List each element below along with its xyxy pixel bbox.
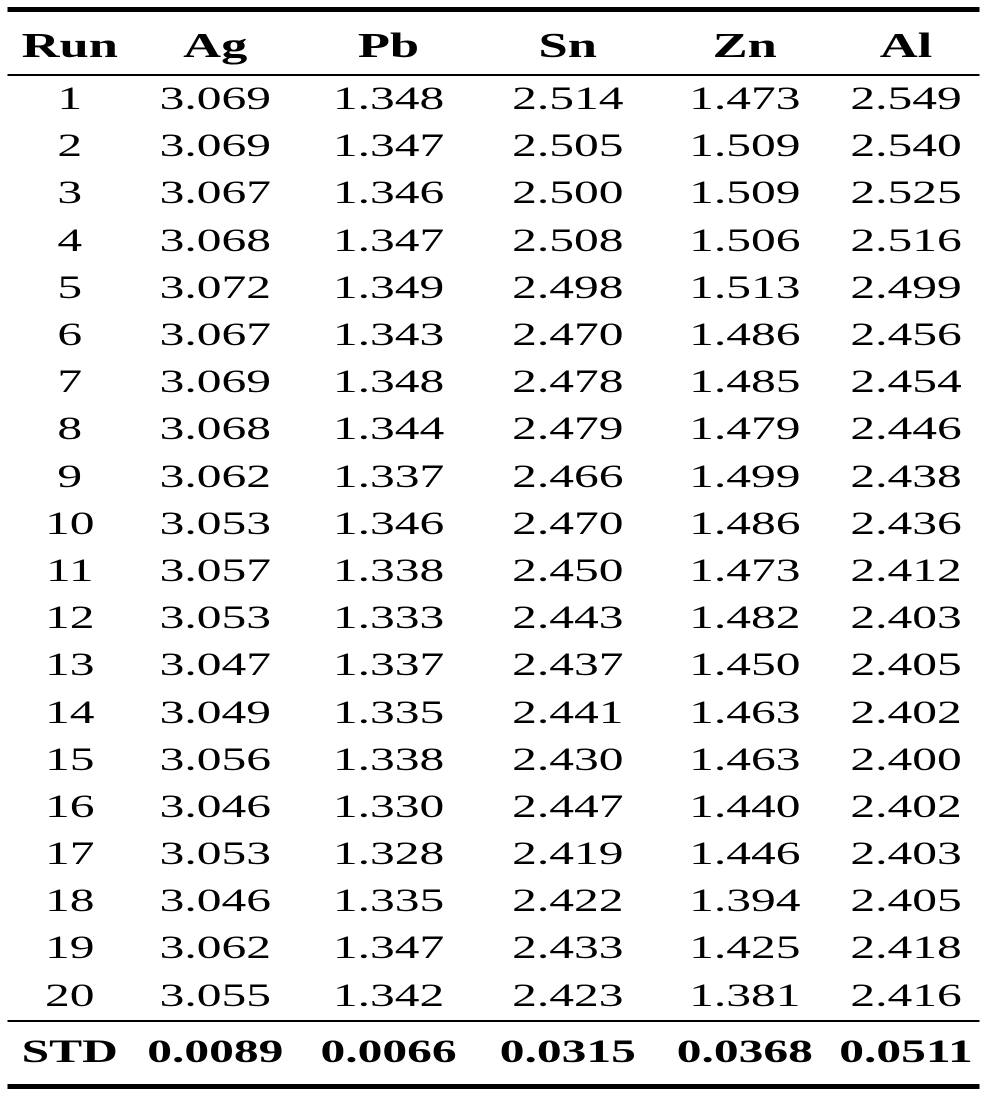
value-cell: 2.400 [850,741,962,778]
table-row [8,123,980,170]
value-cell: 3.047 [159,647,271,684]
run-cell: 7 [57,364,83,401]
value-cell: 3.056 [159,741,271,778]
table-body [8,75,980,1021]
value-cell: 3.069 [159,364,271,401]
value-cell: 3.067 [159,317,271,354]
table-row [8,312,980,359]
value-cell: 1.513 [689,269,801,306]
value-cell: 3.069 [159,81,271,118]
value-cell: 2.403 [850,600,962,637]
value-cell: 1.473 [689,81,801,118]
value-cell: 3.053 [159,600,271,637]
value-cell: 1.381 [689,977,801,1014]
value-cell: 1.482 [689,600,801,637]
value-cell: 1.446 [689,836,801,873]
value-cell: 1.479 [689,411,801,448]
table-row [8,784,980,831]
run-cell: 14 [45,694,95,731]
column-header-sn: Sn [479,10,658,76]
value-cell: 2.447 [512,788,624,825]
run-cell: 1 [57,81,83,118]
value-cell: 1.347 [332,930,445,967]
value-cell: 2.456 [850,317,962,354]
value-cell: 2.514 [512,81,624,118]
value-cell: 3.057 [159,552,271,589]
value-cell: 2.416 [850,977,962,1014]
value-cell: 1.486 [689,505,801,542]
value-cell: 2.405 [850,647,962,684]
table-row [8,973,980,1021]
value-cell: 2.479 [512,411,624,448]
value-cell: 1.338 [332,552,445,589]
value-cell: 1.499 [689,458,801,495]
measurement-table [8,7,980,1089]
value-cell: 3.062 [159,458,271,495]
value-cell: 3.055 [159,977,271,1014]
value-cell: 3.046 [159,883,271,920]
value-cell: 3.069 [159,128,271,165]
table-row [8,501,980,548]
value-cell: 3.067 [159,175,271,212]
value-cell: 2.441 [512,694,624,731]
value-cell: 1.328 [332,836,445,873]
value-cell: 2.433 [512,930,624,967]
run-cell: 20 [45,977,95,1014]
column-header-pb: Pb [299,10,479,76]
table-row [8,406,980,453]
value-cell: 1.343 [332,317,445,354]
std-value-sn: 0.0315 [479,1021,658,1087]
value-cell: 3.049 [159,694,271,731]
run-cell: 10 [45,505,95,542]
table-row [8,878,980,925]
value-cell: 2.470 [512,505,624,542]
run-cell: 3 [57,175,83,212]
value-cell: 1.463 [689,694,801,731]
value-cell: 2.549 [850,81,962,118]
table-row [8,218,980,265]
value-cell: 1.463 [689,741,801,778]
table-row [8,689,980,736]
table-row [8,925,980,972]
value-cell: 2.402 [850,694,962,731]
value-cell: 1.473 [689,552,801,589]
run-cell: 16 [45,788,95,825]
value-cell: 1.509 [689,128,801,165]
value-cell: 2.498 [512,269,624,306]
table-row [8,265,980,312]
value-cell: 2.505 [512,128,624,165]
run-cell: 9 [57,458,83,495]
column-header-ag: Ag [132,10,299,76]
value-cell: 1.347 [332,128,445,165]
value-cell: 1.335 [332,694,445,731]
value-cell: 2.412 [850,552,962,589]
std-row [8,1021,980,1087]
run-cell: 8 [57,411,83,448]
run-cell: 5 [57,269,83,306]
value-cell: 2.422 [512,883,624,920]
value-cell: 2.418 [850,930,962,967]
table-row [8,75,980,123]
run-cell: 6 [57,317,83,354]
value-cell: 3.072 [159,269,271,306]
run-cell: 18 [45,883,95,920]
value-cell: 1.335 [332,883,445,920]
table-row [8,170,980,217]
value-cell: 2.478 [512,364,624,401]
value-cell: 1.342 [332,977,445,1014]
run-cell: 19 [45,930,95,967]
value-cell: 1.337 [332,458,445,495]
table-row [8,831,980,878]
value-cell: 2.419 [512,836,624,873]
value-cell: 1.346 [332,175,445,212]
value-cell: 3.068 [159,411,271,448]
value-cell: 2.436 [850,505,962,542]
run-cell: 15 [45,741,95,778]
column-header-run: Run [8,10,133,76]
header-row [8,10,980,76]
value-cell: 3.053 [159,836,271,873]
value-cell: 2.516 [850,222,962,259]
std-value-ag: 0.0089 [132,1021,299,1087]
value-cell: 1.485 [689,364,801,401]
std-row-label: STD [8,1021,133,1087]
value-cell: 2.405 [850,883,962,920]
value-cell: 1.333 [332,600,445,637]
value-cell: 1.349 [332,269,445,306]
value-cell: 1.344 [332,411,445,448]
value-cell: 1.425 [689,930,801,967]
value-cell: 1.337 [332,647,445,684]
value-cell: 3.053 [159,505,271,542]
value-cell: 2.430 [512,741,624,778]
run-cell: 11 [45,552,94,589]
value-cell: 2.454 [850,364,962,401]
std-value-al: 0.0511 [833,1021,980,1087]
column-header-al: Al [833,10,980,76]
value-cell: 2.450 [512,552,624,589]
value-cell: 3.068 [159,222,271,259]
value-cell: 1.348 [332,81,445,118]
table-row [8,595,980,642]
value-cell: 1.450 [689,647,801,684]
value-cell: 3.046 [159,788,271,825]
value-cell: 3.062 [159,930,271,967]
value-cell: 1.348 [332,364,445,401]
table-row [8,737,980,784]
value-cell: 2.438 [850,458,962,495]
table-row [8,454,980,501]
value-cell: 2.403 [850,836,962,873]
value-cell: 2.508 [512,222,624,259]
value-cell: 2.525 [850,175,962,212]
run-cell: 4 [57,222,83,259]
value-cell: 2.423 [512,977,624,1014]
run-cell: 17 [45,836,95,873]
value-cell: 2.540 [850,128,962,165]
value-cell: 2.466 [512,458,624,495]
value-cell: 2.446 [850,411,962,448]
value-cell: 1.394 [689,883,801,920]
std-value-zn: 0.0368 [657,1021,833,1087]
table-row [8,548,980,595]
value-cell: 1.440 [689,788,801,825]
run-cell: 13 [45,647,95,684]
value-cell: 1.347 [332,222,445,259]
value-cell: 2.499 [850,269,962,306]
table-row [8,359,980,406]
run-cell: 12 [45,600,95,637]
value-cell: 1.486 [689,317,801,354]
value-cell: 2.402 [850,788,962,825]
value-cell: 2.500 [512,175,624,212]
value-cell: 1.509 [689,175,801,212]
value-cell: 2.443 [512,600,624,637]
value-cell: 2.470 [512,317,624,354]
run-cell: 2 [57,128,83,165]
value-cell: 1.330 [332,788,445,825]
value-cell: 1.506 [689,222,801,259]
table-row [8,642,980,689]
std-value-pb: 0.0066 [299,1021,479,1087]
value-cell: 1.338 [332,741,445,778]
column-header-zn: Zn [657,10,833,76]
value-cell: 2.437 [512,647,624,684]
value-cell: 1.346 [332,505,445,542]
